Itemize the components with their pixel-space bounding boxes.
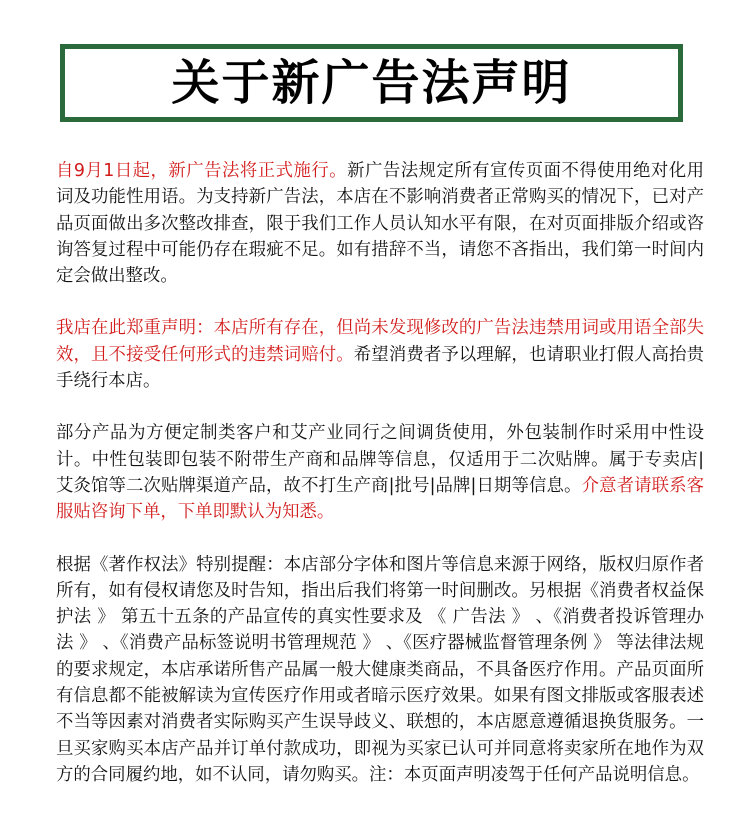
paragraph-neutral-packaging xyxy=(56,420,704,525)
neutral-packaging-text: 部分产品为方便定制类客户和艾产业同行之间调货使用，外包装制作时采用中性设计。中性包装即包装不附带生产商和品牌等信息，仅适用于二次贴牌。属于专卖店|艾灸馆等二次贴牌渠道产品，故不打生产商|批号|品牌|日期等信息。 xyxy=(56,423,704,496)
paragraph-solemn-declaration xyxy=(56,315,704,394)
contact-service-notice: 介意者请联系客服贴咨询下单，下单即默认为知悉。 xyxy=(56,475,704,523)
paragraph-copyright-legal xyxy=(56,552,704,789)
effective-date-notice: 自9月1日起，新广告法将正式施行。 xyxy=(56,161,348,181)
copyright-legal-text: 根据《著作权法》特别提醒：本店部分字体和图片等信息来源于网络，版权归原作者所有，如有侵权请您及时告知，指出后我们将第一时间删改。另根据《消费者权益保护法 》 第五十五条的产品宣传的真实性要求及 《 广告法 》 、《消费者投诉管理办法 》 、《消费产品标签说明书管理规范 》 、《医疗器械监督管理条例 》 等法律法规的要求规定，本店承诺所售产品属一般大健康类商品，不具备医疗作用。产品页面所有信息都不能被解读为宣传医疗作用或者暗示医疗效果。如果有图文排版或客服表述不当等因素对消费者实际购买产生误导歧义、联想的，本店愿意遵循退换货服务。一旦买家购买本店产品并订单付款成功，即视为买家已认可并同意将卖家所在地作为双方的合同履约地，如不认同，请勿购买。注：本页面声明凌驾于任何产品说明信息。 xyxy=(56,554,704,785)
page-title: 关于新广告法声明 xyxy=(171,55,572,111)
understanding-request-text: 希望消费者予以理解，也请职业打假人高抬贵手绕行本店。 xyxy=(56,344,704,392)
paragraph-new-ad-law xyxy=(56,158,704,289)
ad-law-compliance-text: 新广告法规定所有宣传页面不得使用绝对化用词及功能性用语。为支持新广告法，本店在不影响消费者正常购买的情况下，已对产品页面做出多次整改排查，限于我们工作人员认知水平有限，在对页面排版介绍或咨询答复过程中可能仍存在瑕疵不足。如有措辞不当，请您不吝指出，我们第一时间内定会做出整改。 xyxy=(56,161,704,287)
statement-body xyxy=(56,158,704,814)
prohibited-words-invalid-notice: 我店在此郑重声明：本店所有存在，但尚未发现修改的广告法违禁用词或用语全部失效，且不接受任何形式的违禁词赔付。 xyxy=(56,318,704,365)
title-frame xyxy=(60,44,683,122)
